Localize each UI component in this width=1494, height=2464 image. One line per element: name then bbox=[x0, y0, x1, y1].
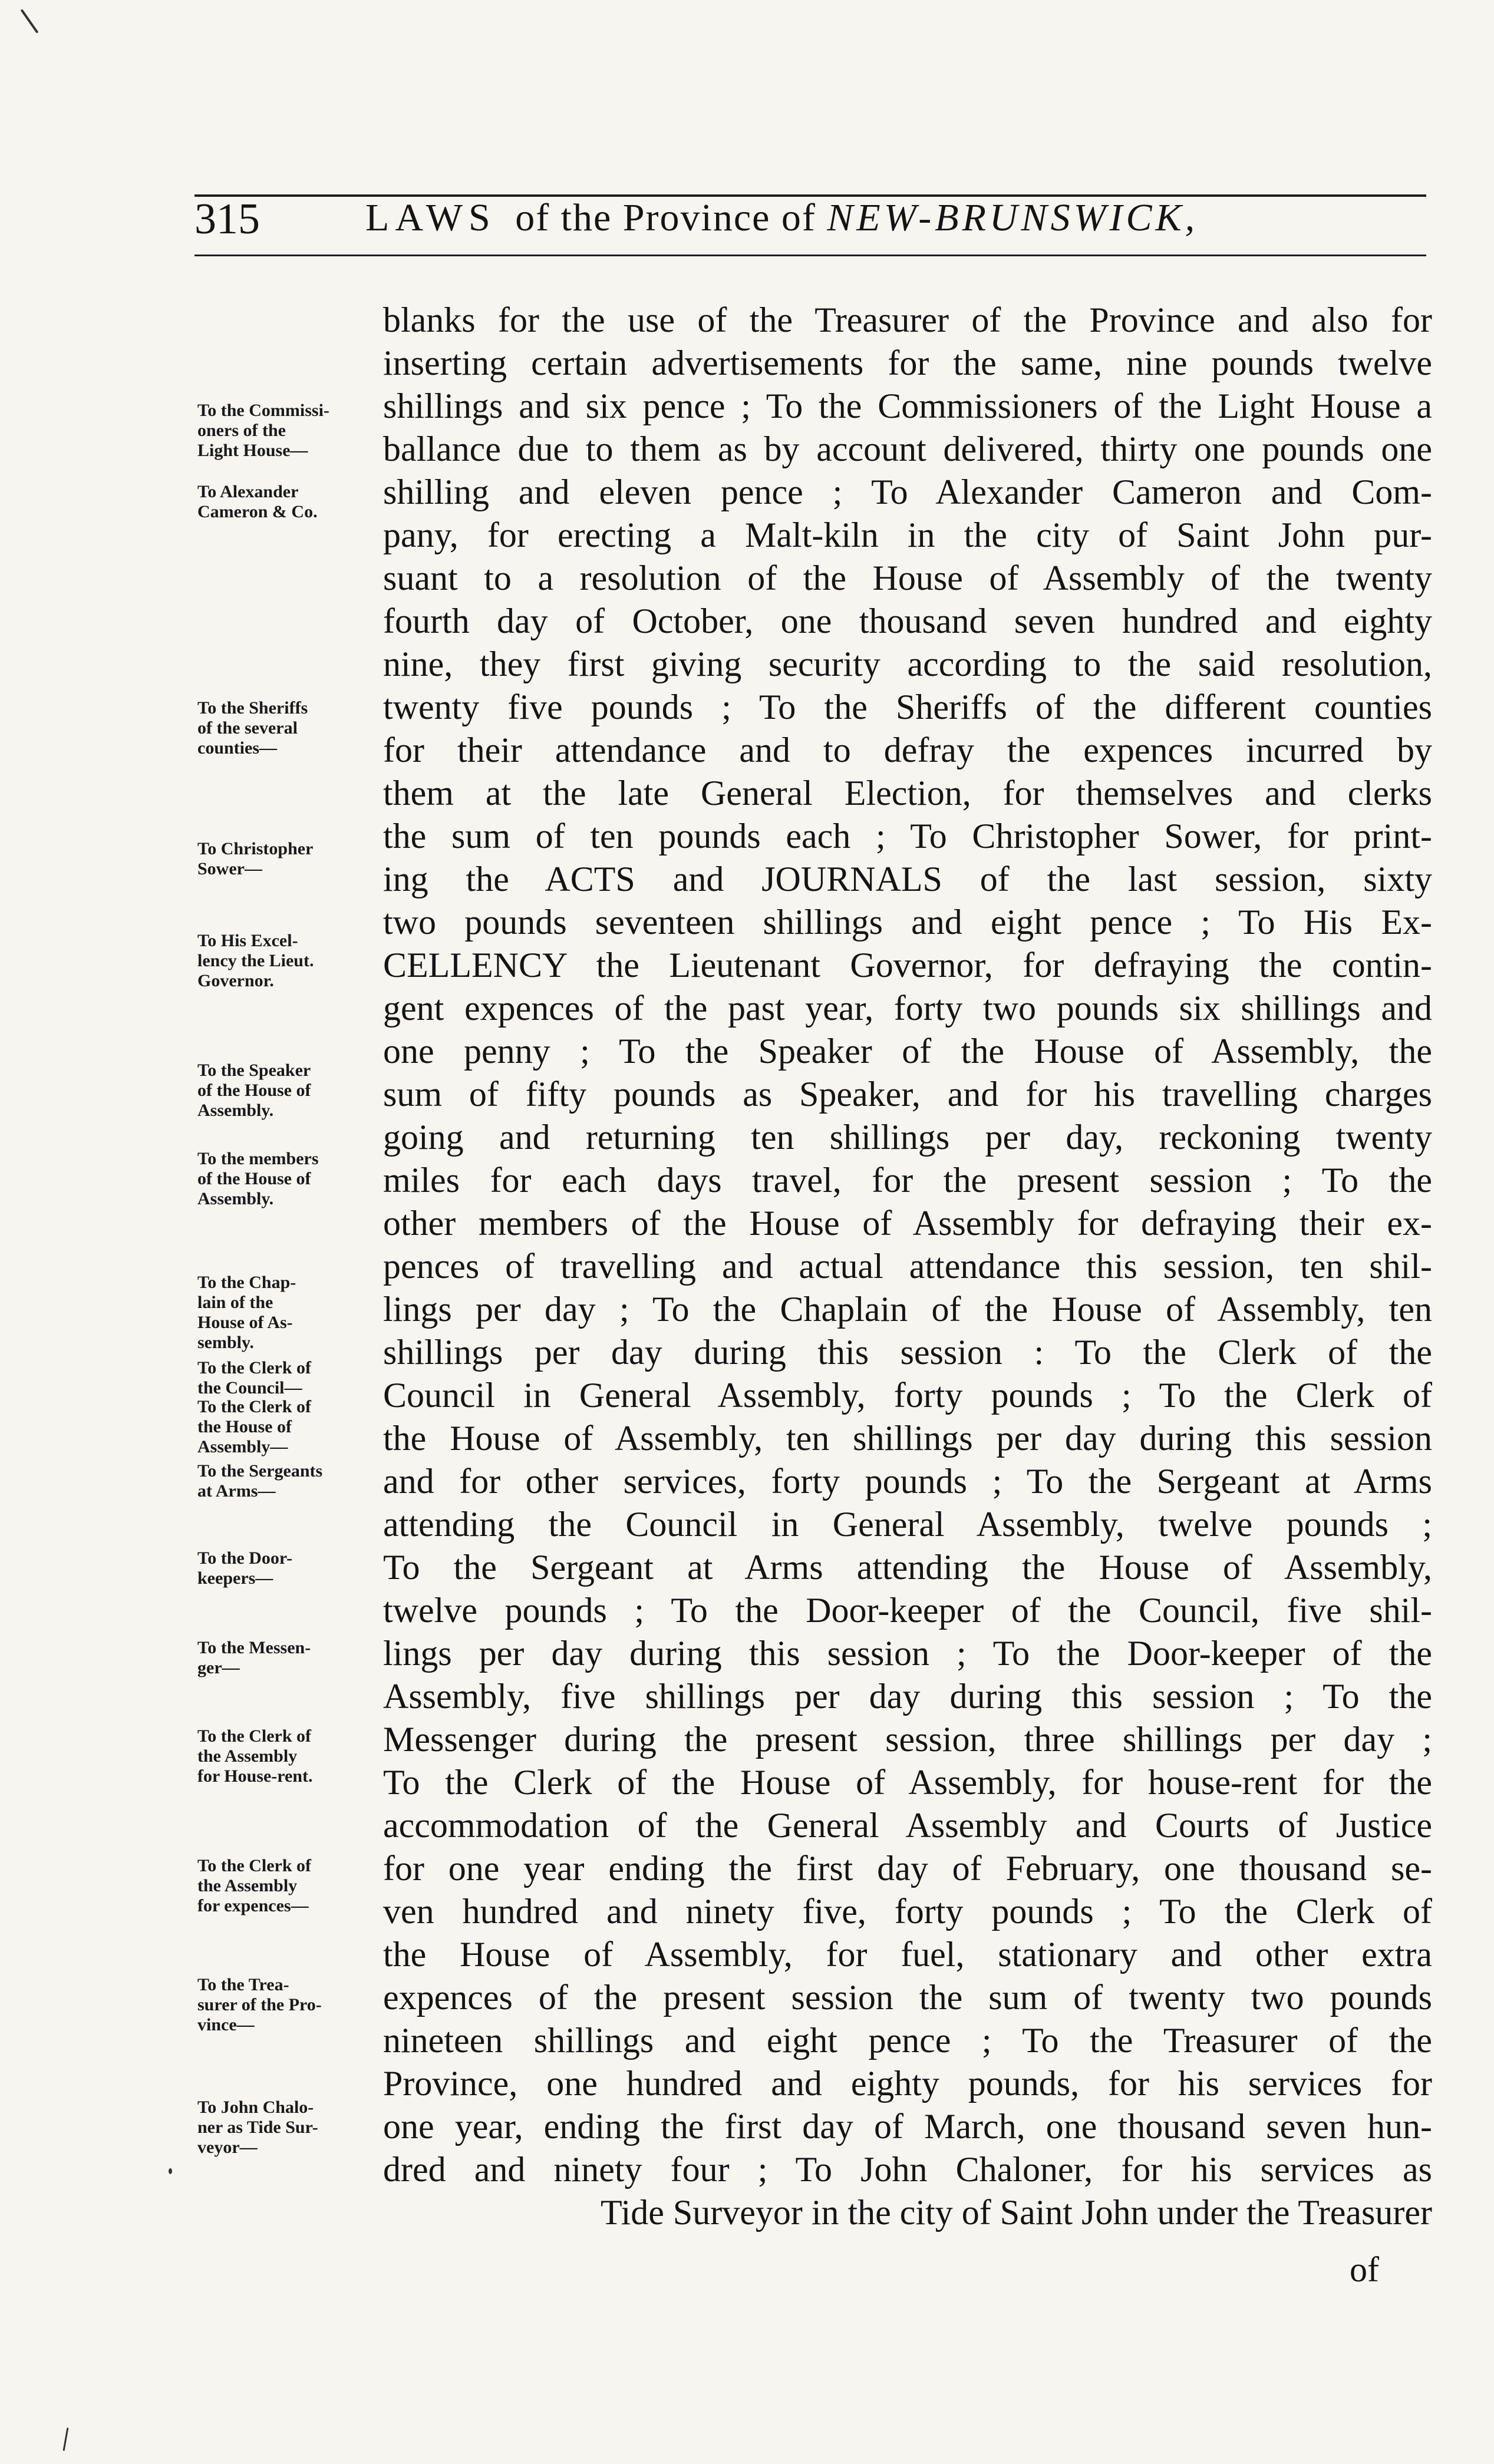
text-line: Assembly, five shillings per day during this session ; To the bbox=[383, 1677, 1432, 1716]
text-line: two pounds seventeen shillings and eight pence ; To His Ex- bbox=[383, 903, 1432, 942]
text-line: shilling and eleven pence ; To Alexander Cameron and Com- bbox=[383, 473, 1432, 511]
text-line: one penny ; To the Speaker of the House of Assembly, the bbox=[383, 1032, 1432, 1071]
text-line: pany, for erecting a Malt-kiln in the city of Saint John pur- bbox=[383, 516, 1432, 554]
text-line: expences of the present session the sum of twenty two pounds bbox=[383, 1978, 1432, 2017]
margin-note: To the Sheriffs of the several counties— bbox=[197, 698, 308, 758]
text-line: CELLENCY the Lieutenant Governor, for defraying the contin- bbox=[383, 946, 1432, 985]
title-province: NEW-BRUNSWICK, bbox=[827, 196, 1199, 239]
margin-note: To the Clerk of the House of Assembly— bbox=[197, 1397, 312, 1456]
scan-mark bbox=[21, 9, 39, 34]
margin-note: To the Door- keepers— bbox=[197, 1548, 293, 1588]
text-line: Province, one hundred and eighty pounds, for his services for bbox=[383, 2064, 1432, 2103]
text-line: the House of Assembly, ten shillings per day during this session bbox=[383, 1419, 1432, 1458]
text-line: ballance due to them as by account delivered, thirty one pounds one bbox=[383, 430, 1432, 468]
header-rule-bottom bbox=[194, 255, 1426, 256]
text-line: shillings and six pence ; To the Commissioners of the Light House a bbox=[383, 387, 1432, 425]
text-line: nine, they first giving security according to the said resolution, bbox=[383, 645, 1432, 683]
margin-note: To Christopher Sower— bbox=[197, 839, 314, 878]
title-mid: of the Province of bbox=[515, 196, 816, 239]
text-line: them at the late General Election, for themselves and clerks bbox=[383, 774, 1432, 812]
text-line: suant to a resolution of the House of Assembly of the twenty bbox=[383, 559, 1432, 597]
text-line: Tide Surveyor in the city of Saint John under the Treasurer bbox=[601, 2193, 1432, 2232]
text-line: nineteen shillings and eight pence ; To the Treasurer of the bbox=[383, 2021, 1432, 2060]
text-line: twelve pounds ; To the Door-keeper of the Council, five shil- bbox=[383, 1591, 1432, 1630]
text-line: twenty five pounds ; To the Sheriffs of the different counties bbox=[383, 688, 1432, 726]
text-line: and for other services, forty pounds ; To the Sergeant at Arms bbox=[383, 1462, 1432, 1501]
margin-note: To Alexander Cameron & Co. bbox=[197, 482, 318, 521]
text-line: gent expences of the past year, forty two pounds six shillings and bbox=[383, 989, 1432, 1028]
page-number: 315 bbox=[194, 195, 260, 243]
text-line: inserting certain advertisements for the same, nine pounds twelve bbox=[383, 343, 1432, 382]
margin-note: To the Clerk of the Assembly for House-rent. bbox=[197, 1726, 313, 1786]
text-line: one year, ending the first day of March, one thousand seven hun- bbox=[383, 2107, 1432, 2146]
text-line: lings per day ; To the Chaplain of the House of Assembly, ten bbox=[383, 1290, 1432, 1329]
text-line: shillings per day during this session : To the Clerk of the bbox=[383, 1333, 1432, 1372]
text-line: lings per day during this session ; To the Door-keeper of the bbox=[383, 1634, 1432, 1673]
catchword: of bbox=[1350, 2250, 1379, 2289]
text-line: blanks for the use of the Treasurer of the Province and also for bbox=[383, 300, 1432, 339]
text-line: other members of the House of Assembly for defraying their ex- bbox=[383, 1204, 1432, 1243]
margin-note: To the members of the House of Assembly. bbox=[197, 1149, 319, 1208]
running-header bbox=[194, 189, 1426, 253]
text-line: To the Sergeant at Arms attending the House of Assembly, bbox=[383, 1548, 1432, 1587]
margin-note: To the Chap- lain of the House of As- sembly. bbox=[197, 1273, 296, 1352]
text-line: Council in General Assembly, forty pounds ; To the Clerk of bbox=[383, 1376, 1432, 1415]
margin-note: To the Clerk of the Assembly for expences— bbox=[197, 1856, 312, 1915]
text-line: the sum of ten pounds each ; To Christopher Sower, for print- bbox=[383, 817, 1432, 856]
margin-note: To the Clerk of the Council— bbox=[197, 1358, 312, 1398]
text-line: ing the ACTS and JOURNALS of the last session, sixty bbox=[383, 860, 1432, 899]
scan-mark bbox=[63, 2427, 69, 2451]
margin-note: To His Excel- lency the Lieut. Governor. bbox=[197, 931, 314, 990]
running-title bbox=[365, 196, 1198, 240]
text-line: going and returning ten shillings per day, reckoning twenty bbox=[383, 1118, 1432, 1157]
text-line: attending the Council in General Assembly, twelve pounds ; bbox=[383, 1505, 1432, 1544]
margin-note: To John Chalo- ner as Tide Sur- veyor— bbox=[197, 2098, 318, 2157]
text-line: the House of Assembly, for fuel, stationary and other extra bbox=[383, 1935, 1432, 1974]
text-line: miles for each days travel, for the present session ; To the bbox=[383, 1161, 1432, 1200]
text-line: for their attendance and to defray the expences incurred by bbox=[383, 731, 1432, 769]
text-line: accommodation of the General Assembly and Courts of Justice bbox=[383, 1806, 1432, 1845]
text-line: fourth day of October, one thousand seven hundred and eighty bbox=[383, 602, 1432, 640]
title-laws: LAWS bbox=[365, 196, 496, 239]
text-line: dred and ninety four ; To John Chaloner, for his services as bbox=[383, 2150, 1432, 2189]
margin-note: To the Trea- surer of the Pro- vince— bbox=[197, 1975, 322, 2034]
text-line: for one year ending the first day of February, one thousand se- bbox=[383, 1849, 1432, 1888]
text-line: To the Clerk of the House of Assembly, for house-rent for the bbox=[383, 1763, 1432, 1802]
margin-note: To the Commissi- oners of the Light House— bbox=[197, 401, 329, 460]
margin-note: To the Speaker of the House of Assembly. bbox=[197, 1061, 311, 1120]
margin-note: To the Messen- ger— bbox=[197, 1638, 311, 1677]
scan-mark bbox=[169, 2168, 172, 2174]
text-line: sum of fifty pounds as Speaker, and for his travelling charges bbox=[383, 1075, 1432, 1114]
text-line: ven hundred and ninety five, forty pounds ; To the Clerk of bbox=[383, 1892, 1432, 1931]
margin-note: To the Sergeants at Arms— bbox=[197, 1461, 323, 1501]
text-line: pences of travelling and actual attendance this session, ten shil- bbox=[383, 1247, 1432, 1286]
text-line: Messenger during the present session, three shillings per day ; bbox=[383, 1720, 1432, 1759]
